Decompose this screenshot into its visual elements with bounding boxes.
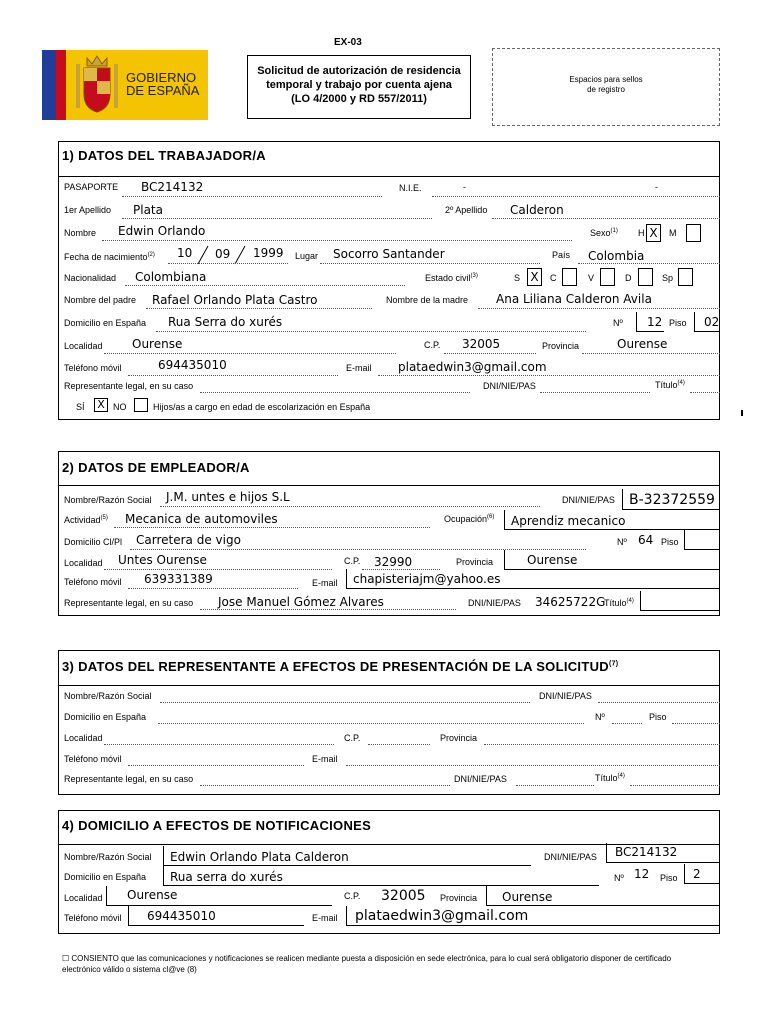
piso-label: Piso [669, 318, 687, 328]
civil-sp-checkbox[interactable] [678, 268, 693, 286]
empleador-provincia-box [504, 550, 720, 570]
civil-c-label: C [550, 273, 557, 283]
rep-dni-label-3: DNI/NIE/PAS [539, 691, 592, 701]
si-label: SÍ [76, 402, 85, 412]
ocupacion-value[interactable]: Aprendiz mecanico [511, 514, 626, 528]
numero-box [636, 312, 664, 332]
notif-dni-box [606, 843, 720, 863]
titulo-label: Título$^{(4)}$ [655, 380, 685, 390]
localidad-label: Localidad [64, 341, 103, 351]
sexo-m-checkbox[interactable] [686, 224, 701, 242]
section-4-title: 4) DOMICILIO A EFECTOS DE NOTIFICACIONES [62, 818, 372, 833]
nacionalidad-value[interactable]: Colombiana [135, 270, 207, 284]
rep-localidad-label: Localidad [64, 733, 103, 743]
seal-line-1: Espacios para sellos [569, 75, 643, 84]
notif-localidad-value[interactable]: Ourense [127, 888, 178, 902]
padre-label: Nombre del padre [64, 295, 137, 305]
notif-domicilio-label: Domicilio en España [64, 872, 147, 882]
notif-nombre-value[interactable]: Edwin Orlando Plata Calderon [170, 850, 349, 864]
logo-line-1: GOBIERNO [126, 70, 197, 85]
sexo-h-checkbox[interactable]: X [646, 224, 661, 242]
rep-representante-label: Representante legal, en su caso [64, 774, 194, 784]
logo-red-stripe [56, 50, 66, 120]
fecha-dia[interactable]: 10 [177, 246, 193, 260]
form-code: EX-03 [334, 37, 362, 48]
empleador-rep-value[interactable]: Jose Manuel Gómez Alvares [218, 595, 384, 609]
rep-dni-label: DNI/NIE/PAS [483, 381, 536, 391]
notif-cp-label: C.P. [344, 891, 361, 901]
nie-dash-2: - [655, 182, 658, 192]
form-title-box [247, 55, 471, 119]
fecha-nacimiento-label: Fecha de nacimiento$^{(2)}$ [64, 252, 155, 262]
numero-value[interactable]: 12 [647, 315, 663, 329]
cp-label: C.P. [424, 340, 441, 350]
empleador-domicilio-value[interactable]: Carretera de vigo [136, 533, 241, 547]
sexo-h-label: H [638, 228, 645, 238]
rep-rep-dni-label: DNI/NIE/PAS [454, 774, 507, 784]
padre-value[interactable]: Rafael Orlando Plata Castro [152, 293, 318, 307]
rep-email-label: E-mail [312, 754, 338, 764]
estado-civil-label: Estado civil$^{(3)}$ [425, 273, 478, 283]
section-2-title: 2) DATOS DE EMPLEADOR/A [62, 460, 250, 475]
notif-piso-box [684, 864, 720, 884]
section-1-title: 1) DATOS DEL TRABAJADOR/A [62, 148, 266, 163]
empleador-email-label: E-mail [312, 578, 338, 588]
margin-tick [741, 410, 743, 416]
empleador-titulo-label: Título$^{(4)}$ [604, 598, 634, 608]
empleador-rep-dni-value[interactable]: 34625722G [535, 595, 606, 609]
notif-telefono-box [128, 906, 304, 926]
apellido2-value[interactable]: Calderon [510, 203, 564, 217]
sexo-label: Sexo$^{(1)}$ [590, 228, 618, 238]
fecha-anio[interactable]: 1999 [253, 246, 284, 260]
telefono-label: Teléfono móvil [64, 363, 122, 373]
pais-label: País [552, 250, 571, 260]
rep-nombre-label: Nombre/Razón Social [64, 691, 152, 701]
civil-s-checkbox[interactable]: X [527, 268, 542, 286]
actividad-value[interactable]: Mecanica de automoviles [125, 512, 278, 526]
no-checkbox[interactable] [134, 398, 148, 412]
empleador-localidad-value[interactable]: Untes Ourense [118, 553, 207, 567]
no-label: NO [113, 402, 127, 412]
form-title-line-1: Solicitud de autorización de residencia [257, 65, 461, 77]
empleador-numero-value[interactable]: 64 [638, 533, 654, 547]
rep-cp-label: C.P. [344, 733, 361, 743]
nombre-value[interactable]: Edwin Orlando [118, 224, 206, 238]
empleador-provincia-label: Provincia [456, 557, 494, 567]
notif-cp-value[interactable]: 32005 [381, 888, 426, 904]
empleador-nombre-label: Nombre/Razón Social [64, 495, 152, 505]
apellido1-label: 1er Apellido [64, 205, 112, 215]
madre-label: Nombre de la madre [386, 295, 469, 305]
domicilio-label: Domicilio en España [64, 318, 147, 328]
consent-line-2: electrónico válido o sistema cl@ve (8) [62, 965, 197, 974]
nie-label: N.I.E. [399, 183, 422, 193]
notif-localidad-label: Localidad [64, 893, 103, 903]
coat-of-arms-icon [72, 54, 122, 116]
pasaporte-value[interactable]: BC214132 [141, 180, 204, 194]
pais-value[interactable]: Colombia [588, 249, 645, 263]
notif-dni-label: DNI/NIE/PAS [544, 852, 597, 862]
civil-v-label: V [588, 273, 595, 283]
sexo-m-label: M [669, 228, 677, 238]
consent-line-1: ☐ CONSIENTO que las comunicaciones y notificaciones se realicen mediante puesta a disposición en sede electrónica, para lo cual será obligatorio disponer de certificado [62, 954, 672, 963]
rep-titulo-label: Título$^{(4)}$ [595, 773, 625, 783]
civil-d-checkbox[interactable] [638, 268, 653, 286]
empleador-localidad-label: Localidad [64, 558, 103, 568]
empleador-rep-label: Representante legal, en su caso [64, 598, 194, 608]
seal-line-2: de registro [587, 85, 625, 94]
lugar-label: Lugar [295, 251, 319, 261]
telefono-value[interactable]: 694435010 [158, 358, 227, 372]
empleador-piso-box [684, 530, 720, 550]
empleador-nombre-value[interactable]: J.M. untes e hijos S.L [166, 490, 290, 504]
form-title-line-2: temporal y trabajo por cuenta ajena [266, 79, 452, 91]
lugar-value[interactable]: Socorro Santander [333, 247, 445, 261]
rep-provincia-label: Provincia [440, 733, 478, 743]
apellido1-value[interactable]: Plata [133, 203, 163, 217]
empleador-numero-label: Nº [617, 537, 627, 547]
notif-localidad-box [106, 886, 332, 906]
empleador-titulo-box [640, 591, 720, 611]
logo-line-2: DE ESPAÑA [126, 83, 200, 98]
notif-provincia-box [486, 886, 720, 906]
notif-email-label: E-mail [312, 913, 338, 923]
cp-value[interactable]: 32005 [462, 337, 501, 351]
email-value[interactable]: plataedwin3@gmail.com [398, 360, 547, 374]
notif-provincia-label: Provincia [440, 893, 478, 903]
ocupacion-label: Ocupación$^{(6)}$ [444, 514, 495, 524]
si-checkbox[interactable]: X [94, 398, 108, 412]
empleador-email-box [346, 569, 720, 589]
notif-email-value[interactable]: plataedwin3@gmail.com [355, 908, 529, 924]
representante-label: Representante legal, en su caso [64, 381, 194, 391]
apellido2-label: 2º Apellido [445, 205, 488, 215]
domicilio-value[interactable]: Rua Serra do xurés [168, 315, 283, 329]
notif-piso-value[interactable]: 2 [693, 867, 701, 881]
hijos-label: Hijos/as a cargo en edad de escolarización en España [153, 402, 371, 412]
rep-domicilio-label: Domicilio en España [64, 712, 147, 722]
logo [42, 50, 208, 120]
section-3-title: 3) DATOS DEL REPRESENTANTE A EFECTOS DE PRESENTACIÓN DE LA SOLICITUD$^{(7)}$ [62, 659, 619, 674]
civil-s-label: S [514, 273, 521, 283]
seal-box [492, 48, 720, 126]
empleador-domicilio-label: Domicilio Cl/Pl [64, 537, 123, 547]
empleador-dni-box [622, 489, 720, 510]
rep-numero-label: Nº [595, 712, 605, 722]
form-title-line-3: (LO 4/2000 y RD 557/2011) [291, 93, 427, 105]
notif-numero-value[interactable]: 12 [634, 867, 650, 881]
civil-sp-label: Sp [662, 273, 674, 283]
notif-email-box [346, 906, 720, 926]
fecha-mes[interactable]: 09 [215, 247, 231, 261]
provincia-value[interactable]: Ourense [617, 337, 668, 351]
empleador-cp-value[interactable]: 32990 [374, 555, 413, 569]
empleador-telefono-label: Teléfono móvil [64, 577, 122, 587]
notif-provincia-value[interactable]: Ourense [502, 890, 553, 904]
notif-domicilio-box [163, 866, 599, 886]
eu-flag-strip [42, 50, 56, 120]
civil-c-checkbox[interactable] [562, 268, 577, 286]
pasaporte-label: PASAPORTE [64, 182, 119, 192]
logo-text [126, 71, 199, 97]
notif-piso-label: Piso [660, 873, 678, 883]
empleador-telefono-value[interactable]: 639331389 [144, 572, 213, 586]
notif-domicilio-value[interactable]: Rua serra do xurés [170, 870, 283, 884]
notif-telefono-value[interactable]: 694435010 [147, 909, 216, 923]
notif-telefono-label: Teléfono móvil [64, 913, 122, 923]
empleador-rep-dni-label: DNI/NIE/PAS [468, 598, 521, 608]
notif-numero-label: Nº [614, 873, 624, 883]
piso-value[interactable]: 02 [704, 315, 720, 329]
consent-text[interactable] [62, 953, 671, 975]
empleador-email-value[interactable]: chapisteriajm@yahoo.es [353, 572, 501, 586]
empleador-cp-label: C.P. [344, 556, 361, 566]
nombre-label: Nombre [64, 228, 97, 238]
provincia-label: Provincia [542, 341, 580, 351]
localidad-value[interactable]: Ourense [132, 337, 183, 351]
nacionalidad-label: Nacionalidad [64, 273, 117, 283]
empleador-piso-label: Piso [661, 537, 679, 547]
civil-d-label: D [625, 273, 632, 283]
actividad-label: Actividad$^{(5)}$ [64, 515, 108, 525]
piso-box [694, 312, 720, 332]
nie-dash-1: - [463, 182, 466, 192]
civil-v-checkbox[interactable] [600, 268, 615, 286]
empleador-provincia-value[interactable]: Ourense [527, 553, 578, 567]
madre-value[interactable]: Ana Liliana Calderon Avila [496, 292, 652, 306]
empleador-dni-value[interactable]: B-32372559 [629, 492, 715, 508]
notif-dni-value[interactable]: BC214132 [615, 845, 678, 859]
rep-telefono-label: Teléfono móvil [64, 754, 122, 764]
numero-label: Nº [613, 318, 623, 328]
notif-nombre-box [163, 846, 531, 866]
notif-nombre-label: Nombre/Razón Social [64, 852, 152, 862]
ocupacion-box [504, 510, 720, 530]
email-label: E-mail [346, 363, 372, 373]
empleador-dni-label: DNI/NIE/PAS [562, 495, 615, 505]
rep-piso-label: Piso [649, 712, 667, 722]
